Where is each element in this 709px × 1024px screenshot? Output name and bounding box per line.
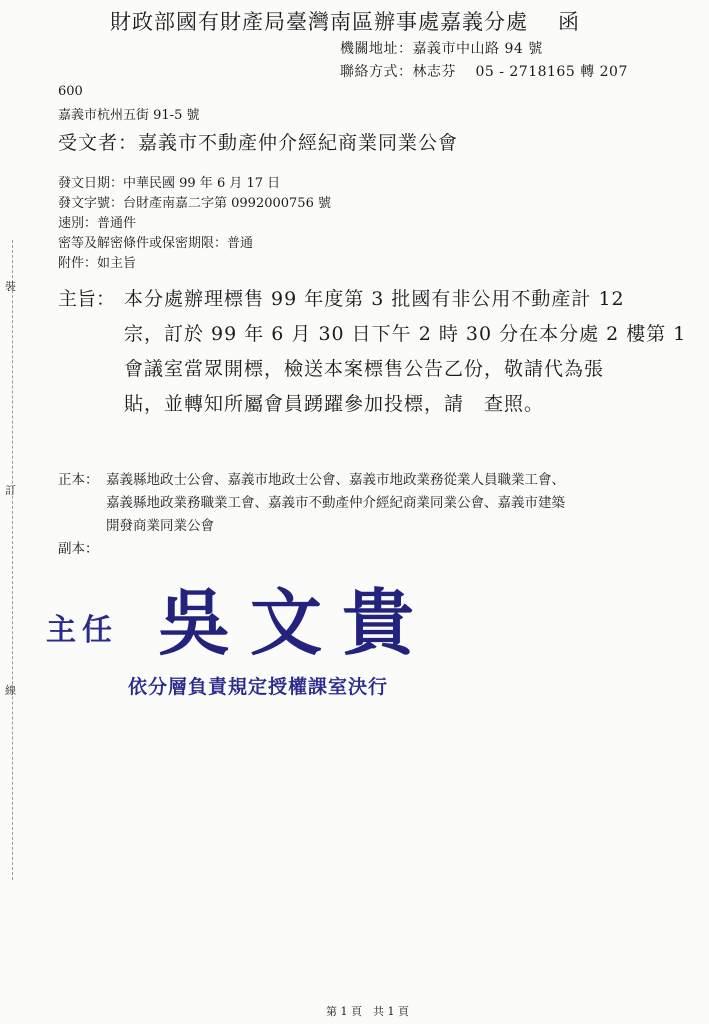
signatory-name-stamp: 吳文貴 <box>158 580 435 665</box>
authorization-stamp: 依分層負責規定授權課室決行 <box>128 676 389 698</box>
document-header <box>110 6 580 36</box>
subject-line: 貼，並轉知所屬會員踴躍參加投標，請 查照。 <box>124 393 545 415</box>
signatory-title-stamp: 主任 <box>46 613 118 648</box>
original-recipients-line: 嘉義縣地政士公會、嘉義市地政士公會、嘉義市地政業務從業人員職業工會、 <box>106 472 565 488</box>
agency-contact: 聯絡方式：林志芬 05 - 2718165 轉 207 <box>340 64 628 80</box>
subject-line: 本分處辦理標售 99 年度第 3 批國有非公用不動產計 12 <box>124 288 625 310</box>
security-level: 密等及解密條件或保密期限：普通 <box>58 236 254 251</box>
original-recipients-line: 嘉義縣地政業務職業工會、嘉義市不動產仲介經紀商業同業公會、嘉義市建築 <box>106 495 565 511</box>
recipient-address: 嘉義市杭州五街 91-5 號 <box>58 108 200 123</box>
copy-recipients-label: 副本： <box>58 541 99 557</box>
subject-line: 會議室當眾開標，檢送本案標售公告乙份，敬請代為張 <box>124 358 605 380</box>
postal-code: 600 <box>58 84 83 99</box>
binding-mark-zhuang: 裝 <box>5 280 16 293</box>
document-number: 發文字號：台財產南嘉二字第 0992000756 號 <box>58 196 331 211</box>
subject-line: 宗，訂於 99 年 6 月 30 日下午 2 時 30 分在本分處 2 樓第 1 <box>124 323 687 345</box>
binding-line <box>12 240 14 880</box>
original-recipients-line: 開發商業同業公會 <box>106 518 214 534</box>
subject-label: 主旨： <box>58 288 116 310</box>
agency-address: 機關地址：嘉義市中山路 94 號 <box>340 41 543 57</box>
attachment: 附件：如主旨 <box>58 256 137 271</box>
page-number: 第 1 頁 共 1 頁 <box>326 1005 409 1018</box>
issue-date: 發文日期：中華民國 99 年 6 月 17 日 <box>58 176 281 191</box>
original-recipients-label: 正本： <box>58 472 99 488</box>
doc-kind: 函 <box>558 10 580 34</box>
agency-name: 財政部國有財產局臺灣南區辦事處嘉義分處 <box>110 10 528 34</box>
delivery-speed: 速別：普通件 <box>58 216 137 231</box>
recipient: 受文者：嘉義市不動產仲介經紀商業同業公會 <box>58 132 459 154</box>
binding-mark-ding: 訂 <box>5 484 16 497</box>
binding-mark-xian: 線 <box>5 684 16 697</box>
